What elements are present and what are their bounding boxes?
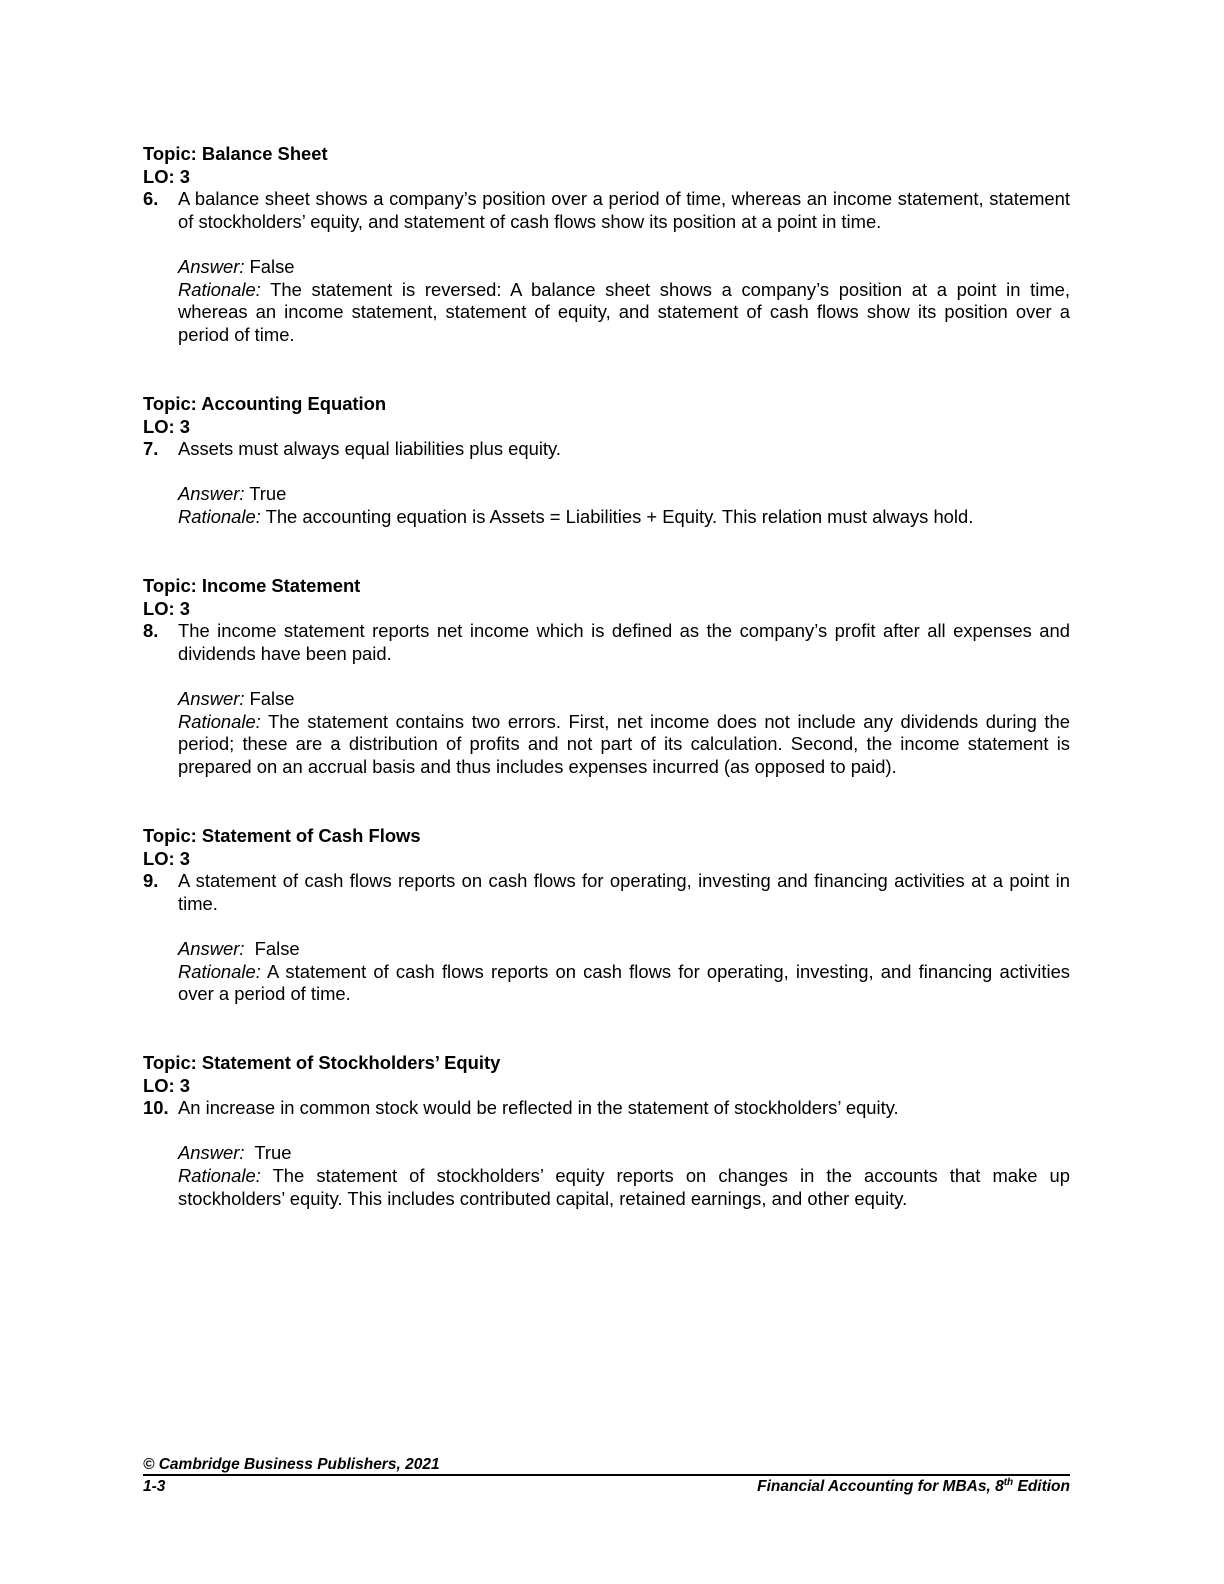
learning-objective: LO: 3 (143, 1074, 191, 1096)
topic-heading: Topic: Statement of Stockholders’ Equity (143, 1052, 501, 1073)
topic-heading: Topic: Income Statement (143, 575, 361, 596)
rationale-label: Rationale: (178, 505, 261, 527)
learning-objective: LO: 3 (143, 415, 191, 437)
answer-label: Answer: (178, 483, 245, 505)
topic-heading: Topic: Balance Sheet (143, 143, 328, 164)
question-text: A balance sheet shows a company’s position over a period of time, whereas an income statement, statement of stockholders’ equity, and statement of cash flows show its position at a point in time. (178, 188, 1070, 232)
footer-bar (143, 1477, 1070, 1497)
question-block (143, 575, 1070, 778)
question-number: 7. (143, 438, 159, 460)
question-row (143, 438, 1070, 461)
rationale-line (178, 711, 1070, 779)
rationale-line (178, 1165, 1070, 1210)
answer-value: True (244, 1142, 292, 1164)
answer-value: False (244, 687, 295, 709)
question-row (143, 1097, 1070, 1120)
rationale-line (178, 506, 1070, 529)
question-row (143, 188, 1070, 233)
question-row (143, 870, 1070, 915)
question-row (143, 620, 1070, 665)
answer-line (178, 483, 1070, 506)
question-number: 8. (143, 620, 159, 642)
question-block (143, 825, 1070, 1006)
page-number: 1-3 (143, 1478, 166, 1495)
answer-value: True (244, 483, 287, 505)
rationale-text: The accounting equation is Assets = Liabilities + Equity. This relation must always hold. (260, 505, 974, 527)
answer-block (178, 256, 1070, 346)
rationale-line (178, 279, 1070, 347)
footer-divider (143, 1474, 1070, 1476)
topic-heading: Topic: Statement of Cash Flows (143, 825, 421, 846)
rationale-text: The statement is reversed: A balance sheet shows a company’s position at a point in time, whereas an income statement, statement of equity, and statement of cash flows show its position over a period of time. (178, 278, 1070, 345)
answer-block (178, 483, 1070, 528)
answer-label: Answer: (178, 937, 245, 959)
question-number: 10. (143, 1097, 169, 1119)
question-text: The income statement reports net income which is defined as the company’s profit after all expenses and dividends have been paid. (178, 620, 1070, 664)
learning-objective: LO: 3 (143, 165, 191, 187)
question-text: Assets must always equal liabilities plus equity. (178, 438, 561, 460)
answer-label: Answer: (178, 255, 245, 277)
book-edition-text: Edition (1013, 1478, 1070, 1495)
answer-block (178, 938, 1070, 1006)
footer-copyright: © Cambridge Business Publishers, 2021 (143, 1456, 440, 1473)
rationale-label: Rationale: (178, 1164, 261, 1186)
book-title-text: Financial Accounting for MBAs, 8 (757, 1478, 1004, 1495)
answer-line (178, 256, 1070, 279)
learning-objective: LO: 3 (143, 597, 191, 619)
book-title (757, 1477, 1070, 1497)
answer-value: False (244, 937, 300, 959)
question-block (143, 1052, 1070, 1210)
question-text: An increase in common stock would be reflected in the statement of stockholders’ equity. (178, 1097, 899, 1119)
book-title-superscript: th (1003, 1476, 1014, 1488)
rationale-label: Rationale: (178, 278, 261, 300)
answer-block (178, 688, 1070, 778)
question-text: A statement of cash flows reports on cash flows for operating, investing and financing activities at a point in time. (178, 870, 1070, 914)
question-number: 9. (143, 870, 159, 892)
question-number: 6. (143, 188, 159, 210)
rationale-text: A statement of cash flows reports on cash flows for operating, investing, and financing activities over a period of time. (178, 960, 1070, 1005)
rationale-label: Rationale: (178, 710, 261, 732)
answer-label: Answer: (178, 1142, 245, 1164)
answer-line (178, 1142, 1070, 1165)
rationale-text: The statement of stockholders’ equity reports on changes in the accounts that make up stockholders’ equity. This includes contributed capital, retained earnings, and other equity. (178, 1164, 1070, 1209)
rationale-text: The statement contains two errors. First, net income does not include any dividends during the period; these are a distribution of profits and not part of its calculation. Second, the income statement is prepared on an accrual basis and thus includes expenses incurred (as opposed to paid). (178, 710, 1070, 777)
answer-block (178, 1142, 1070, 1210)
question-block (143, 143, 1070, 346)
answer-line (178, 938, 1070, 961)
rationale-label: Rationale: (178, 960, 261, 982)
learning-objective: LO: 3 (143, 847, 191, 869)
topic-heading: Topic: Accounting Equation (143, 393, 387, 414)
answer-line (178, 688, 1070, 711)
answer-label: Answer: (178, 687, 245, 709)
answer-value: False (244, 255, 295, 277)
question-block (143, 393, 1070, 529)
rationale-line (178, 961, 1070, 1006)
